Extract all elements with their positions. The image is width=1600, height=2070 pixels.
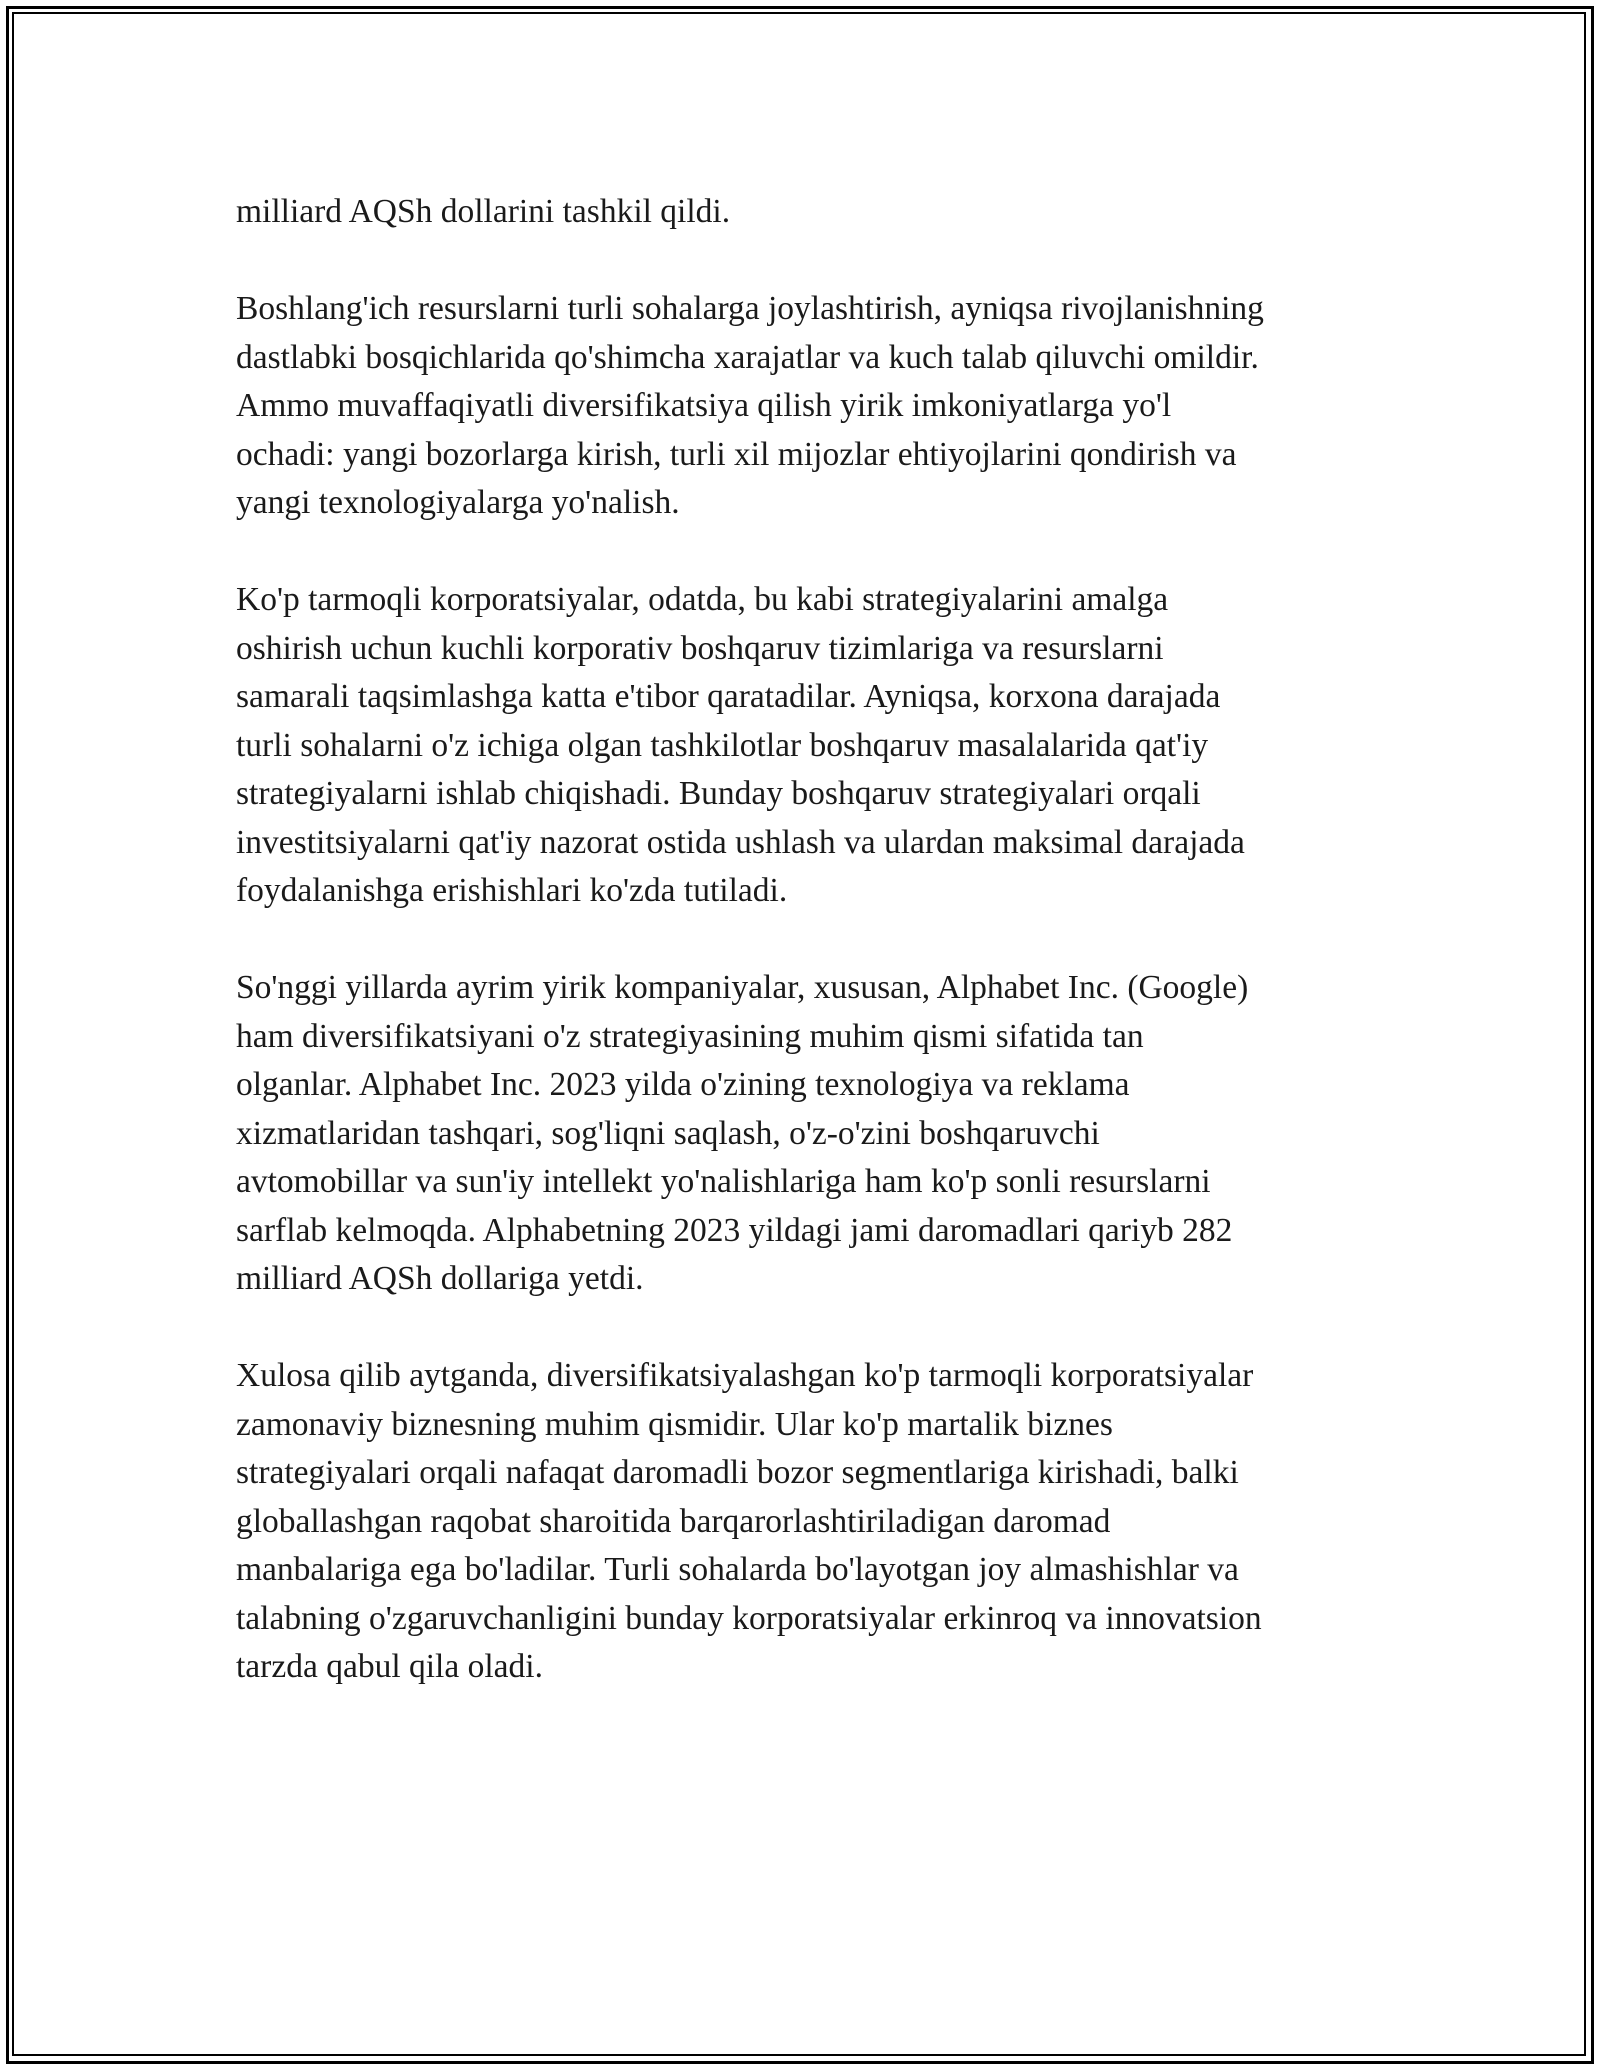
- paragraph-line: globallashgan raqobat sharoitida barqarorlashtiriladigan daromad: [236, 1502, 1111, 1540]
- paragraph-line: foydalanishga erishishlari ko'zda tutiladi.: [236, 872, 788, 909]
- paragraph-1: [236, 188, 1376, 237]
- paragraph-line: samarali taqsimlashga katta e'tibor qaratadilar. Ayniqsa, korxona darajada: [236, 678, 1221, 715]
- paragraph-3: [236, 576, 1376, 916]
- paragraph-line: zamonaviy biznesning muhim qismidir. Ular ko'p martalik biznes: [236, 1405, 1113, 1443]
- paragraph-line: ochadi: yangi bozorlarga kirish, turli xil mijozlar ehtiyojlarini qondirish va: [236, 435, 1237, 473]
- paragraph-line: olganlar. Alphabet Inc. 2023 yilda o'zining texnologiya va reklama: [236, 1066, 1130, 1103]
- paragraph-line: Boshlang'ich resurslarni turli sohalarga joylashtirish, ayniqsa rivojlanishning: [236, 290, 1264, 327]
- paragraph-line: manbalariga ega bo'ladilar. Turli sohalarda bo'layotgan joy almashishlar va: [236, 1551, 1239, 1588]
- paragraph-line: talabning o'zgaruvchanligini bunday korporatsiyalar erkinroq va innovatsion: [236, 1599, 1262, 1637]
- paragraph-line: ham diversifikatsiyani o'z strategiyasining muhim qismi sifatida tan: [236, 1017, 1144, 1055]
- paragraph-line: milliard AQSh dollarini tashkil qildi.: [236, 193, 731, 230]
- paragraph-line: oshirish uchun kuchli korporativ boshqaruv tizimlariga va resurslarni: [236, 629, 1164, 667]
- paragraph-line: turli sohalarni o'z ichiga olgan tashkilotlar boshqaruv masalalarida qat'iy: [236, 726, 1209, 764]
- paragraph-line: milliard AQSh dollariga yetdi.: [236, 1260, 644, 1297]
- paragraph-4: [236, 964, 1376, 1304]
- paragraph-line: Xulosa qilib aytganda, diversifikatsiyalashgan ko'p tarmoqli korporatsiyalar: [236, 1357, 1254, 1394]
- paragraph-line: tarzda qabul qila oladi.: [236, 1648, 543, 1685]
- paragraph-2: [236, 285, 1376, 528]
- paragraph-5: [236, 1352, 1376, 1692]
- paragraph-line: strategiyalari orqali nafaqat daromadli bozor segmentlariga kirishadi, balki: [236, 1454, 1239, 1491]
- paragraph-line: sarflab kelmoqda. Alphabetning 2023 yildagi jami daromadlari qariyb 282: [236, 1211, 1233, 1249]
- paragraph-line: Ammo muvaffaqiyatli diversifikatsiya qilish yirik imkoniyatlarga yo'l: [236, 387, 1172, 424]
- paragraph-line: yangi texnologiyalarga yo'nalish.: [236, 484, 680, 521]
- paragraph-line: investitsiyalarni qat'iy nazorat ostida ushlash va ulardan maksimal darajada: [236, 823, 1245, 861]
- paragraph-line: So'nggi yillarda ayrim yirik kompaniyalar, xususan, Alphabet Inc. (Google): [236, 969, 1249, 1006]
- paragraph-line: Ko'p tarmoqli korporatsiyalar, odatda, bu kabi strategiyalarini amalga: [236, 581, 1169, 618]
- paragraph-line: dastlabki bosqichlarida qo'shimcha xarajatlar va kuch talab qiluvchi omildir.: [236, 338, 1259, 376]
- paragraph-line: avtomobillar va sun'iy intellekt yo'nalishlariga ham ko'p sonli resurslarni: [236, 1163, 1211, 1200]
- document-body: [236, 188, 1376, 1740]
- paragraph-line: strategiyalarni ishlab chiqishadi. Bunday boshqaruv strategiyalari orqali: [236, 775, 1201, 812]
- paragraph-line: xizmatlaridan tashqari, sog'liqni saqlash, o'z-o'zini boshqaruvchi: [236, 1114, 1100, 1152]
